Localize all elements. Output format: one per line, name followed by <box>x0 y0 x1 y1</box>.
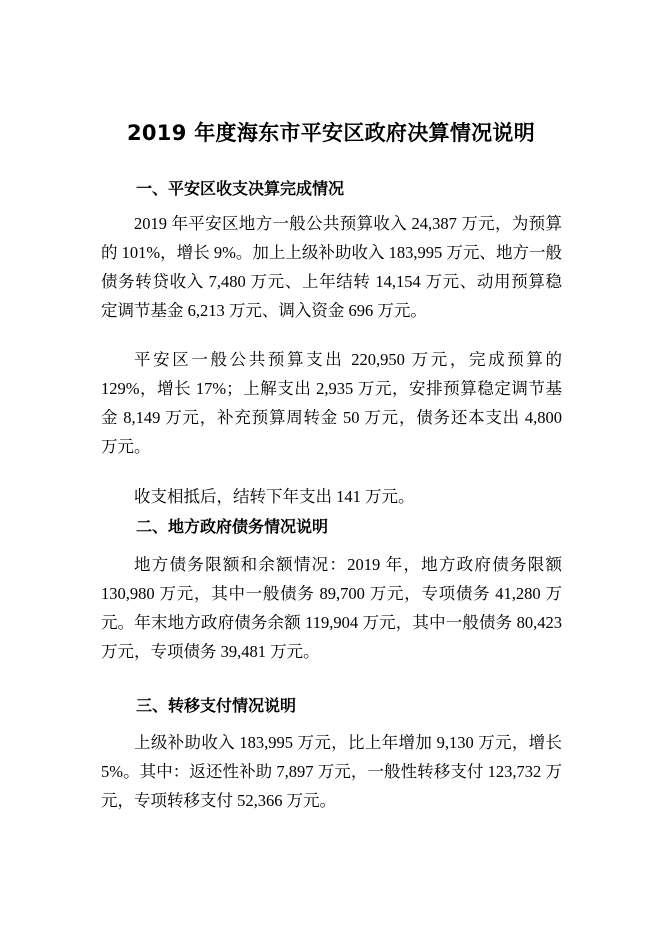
paragraph-revenue: 2019 年平安区地方一般公共预算收入 24,387 万元，为预算的 101%，增长 9%。加上上级补助收入 183,995 万元、地方一般债务转贷收入 7,480 万元、上年结转 14,154 万元、动用预算稳定调节基金 6,213 万元、调入资金 696 万元。 <box>101 214 562 320</box>
document-title: 2019 年度海东市平安区政府决算情况说明 <box>126 121 536 145</box>
section-heading-government-debt: 二、地方政府债务情况说明 <box>136 517 329 536</box>
paragraph-balance: 收支相抵后，结转下年支出 141 万元。 <box>134 487 415 506</box>
section-heading-transfer-payments: 三、转移支付情况说明 <box>136 696 297 715</box>
paragraph-expenditure: 平安区一般公共预算支出 220,950 万元，完成预算的 129%，增长 17%；上解支出 2,935 万元，安排预算稳定调节基金 8,149 万元，补充预算周转金 50 万元，债务还本支出 4,800 万元。 <box>101 350 562 456</box>
paragraph-transfer-payments: 上级补助收入 183,995 万元，比上年增加 9,130 万元，增长 5%。其中：返还性补助 7,897 万元，一般性转移支付 123,732 万元，专项转移支付 52,366 万元。 <box>101 733 562 810</box>
section-heading-budget-completion: 一、平安区收支决算完成情况 <box>136 179 345 198</box>
paragraph-debt: 地方债务限额和余额情况：2019 年，地方政府债务限额 130,980 万元，其中一般债务 89,700 万元，专项债务 41,280 万元。年末地方政府债务余额 119,904 万元，其中一般债务 80,423 万元，专项债务 39,481 万元。 <box>101 555 562 661</box>
